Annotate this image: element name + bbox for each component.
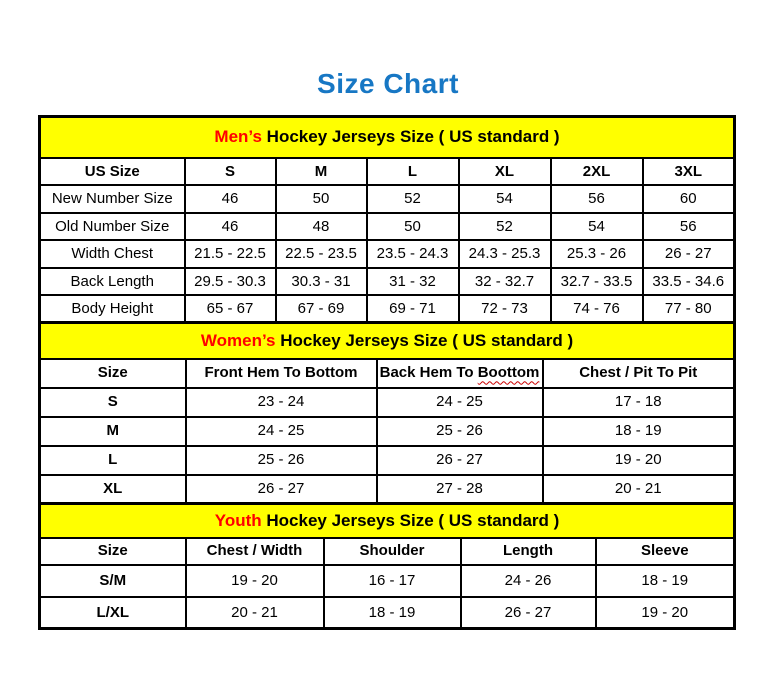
womens-column-header: Back Hem To Boottom <box>377 359 543 388</box>
womens-size-value: 19 - 20 <box>543 446 735 475</box>
youth-column-header: Chest / Width <box>186 538 324 565</box>
mens-size-table <box>38 115 736 324</box>
youth-size-value: 18 - 19 <box>596 565 735 597</box>
mens-size-value: 29.5 - 30.3 <box>185 268 276 296</box>
womens-data-row <box>40 388 735 417</box>
mens-column-header: XL <box>459 158 551 186</box>
youth-size-value: 24 - 26 <box>461 565 596 597</box>
mens-column-header: US Size <box>40 158 185 186</box>
mens-banner-text: Hockey Jerseys Size ( US standard ) <box>261 127 560 147</box>
mens-size-value: 67 - 69 <box>276 295 367 323</box>
mens-size-value: 33.5 - 34.6 <box>643 268 735 296</box>
mens-size-value: 23.5 - 24.3 <box>367 240 459 268</box>
womens-size-value: 24 - 25 <box>377 388 543 417</box>
mens-size-value: 54 <box>459 185 551 213</box>
mens-size-value: 26 - 27 <box>643 240 735 268</box>
mens-row-label: New Number Size <box>40 185 185 213</box>
mens-header-row <box>40 158 735 186</box>
mens-size-value: 30.3 - 31 <box>276 268 367 296</box>
mens-size-value: 46 <box>185 185 276 213</box>
mens-data-row <box>40 185 735 213</box>
womens-row-label: L <box>40 446 186 475</box>
mens-data-row <box>40 213 735 241</box>
youth-column-header: Sleeve <box>596 538 735 565</box>
youth-size-value: 18 - 19 <box>324 597 461 629</box>
mens-size-value: 24.3 - 25.3 <box>459 240 551 268</box>
mens-size-value: 56 <box>551 185 643 213</box>
mens-size-value: 21.5 - 22.5 <box>185 240 276 268</box>
womens-size-value: 23 - 24 <box>186 388 377 417</box>
youth-data-row <box>40 597 735 629</box>
mens-column-header: L <box>367 158 459 186</box>
mens-banner <box>40 117 735 158</box>
size-chart-tables <box>38 115 733 630</box>
mens-size-value: 74 - 76 <box>551 295 643 323</box>
mens-size-value: 52 <box>367 185 459 213</box>
mens-column-header: 3XL <box>643 158 735 186</box>
youth-data-row <box>40 565 735 597</box>
mens-row-label: Back Length <box>40 268 185 296</box>
mens-size-value: 22.5 - 23.5 <box>276 240 367 268</box>
womens-size-value: 26 - 27 <box>377 446 543 475</box>
womens-banner-text: Hockey Jerseys Size ( US standard ) <box>275 330 574 350</box>
youth-banner <box>40 504 735 538</box>
womens-data-row <box>40 417 735 446</box>
mens-size-value: 77 - 80 <box>643 295 735 323</box>
youth-column-header: Shoulder <box>324 538 461 565</box>
youth-row-label: S/M <box>40 565 186 597</box>
womens-banner <box>40 323 735 359</box>
womens-size-value: 20 - 21 <box>543 475 735 504</box>
womens-column-header: Size <box>40 359 186 388</box>
mens-size-value: 31 - 32 <box>367 268 459 296</box>
womens-data-row <box>40 446 735 475</box>
youth-size-value: 26 - 27 <box>461 597 596 629</box>
womens-size-value: 24 - 25 <box>186 417 377 446</box>
youth-size-value: 19 - 20 <box>596 597 735 629</box>
youth-banner-highlight: Youth <box>214 510 262 530</box>
womens-banner-highlight: Women’s <box>200 330 276 350</box>
womens-row-label: S <box>40 388 186 417</box>
womens-banner-row <box>40 323 735 359</box>
womens-column-header: Chest / Pit To Pit <box>543 359 735 388</box>
youth-banner-text: Hockey Jerseys Size ( US standard ) <box>261 510 560 530</box>
mens-size-value: 46 <box>185 213 276 241</box>
womens-size-value: 18 - 19 <box>543 417 735 446</box>
youth-column-header: Size <box>40 538 186 565</box>
youth-column-header: Length <box>461 538 596 565</box>
youth-size-value: 19 - 20 <box>186 565 324 597</box>
womens-row-label: XL <box>40 475 186 504</box>
mens-size-value: 72 - 73 <box>459 295 551 323</box>
mens-row-label: Body Height <box>40 295 185 323</box>
womens-row-label: M <box>40 417 186 446</box>
misspelled-word: Boottom <box>477 364 540 382</box>
womens-size-value: 17 - 18 <box>543 388 735 417</box>
mens-banner-row <box>40 117 735 158</box>
mens-size-value: 32.7 - 33.5 <box>551 268 643 296</box>
youth-header-row <box>40 538 735 565</box>
womens-header-row <box>40 359 735 388</box>
womens-size-table <box>38 321 736 505</box>
mens-size-value: 60 <box>643 185 735 213</box>
youth-size-value: 20 - 21 <box>186 597 324 629</box>
womens-data-row <box>40 475 735 504</box>
mens-size-value: 50 <box>367 213 459 241</box>
mens-size-value: 25.3 - 26 <box>551 240 643 268</box>
mens-banner-highlight: Men’s <box>214 127 262 147</box>
youth-banner-row <box>40 504 735 538</box>
mens-size-value: 32 - 32.7 <box>459 268 551 296</box>
mens-column-header: S <box>185 158 276 186</box>
womens-size-value: 26 - 27 <box>186 475 377 504</box>
womens-column-header: Front Hem To Bottom <box>186 359 377 388</box>
mens-size-value: 52 <box>459 213 551 241</box>
mens-column-header: 2XL <box>551 158 643 186</box>
mens-row-label: Width Chest <box>40 240 185 268</box>
mens-size-value: 54 <box>551 213 643 241</box>
mens-size-value: 50 <box>276 185 367 213</box>
page-title: Size Chart <box>317 68 459 99</box>
mens-data-row <box>40 268 735 296</box>
youth-size-value: 16 - 17 <box>324 565 461 597</box>
mens-size-value: 48 <box>276 213 367 241</box>
mens-size-value: 65 - 67 <box>185 295 276 323</box>
mens-size-value: 69 - 71 <box>367 295 459 323</box>
womens-size-value: 25 - 26 <box>377 417 543 446</box>
mens-size-value: 56 <box>643 213 735 241</box>
mens-data-row <box>40 240 735 268</box>
youth-row-label: L/XL <box>40 597 186 629</box>
mens-data-row <box>40 295 735 323</box>
womens-size-value: 25 - 26 <box>186 446 377 475</box>
womens-size-value: 27 - 28 <box>377 475 543 504</box>
mens-column-header: M <box>276 158 367 186</box>
youth-size-table <box>38 502 736 630</box>
mens-row-label: Old Number Size <box>40 213 185 241</box>
